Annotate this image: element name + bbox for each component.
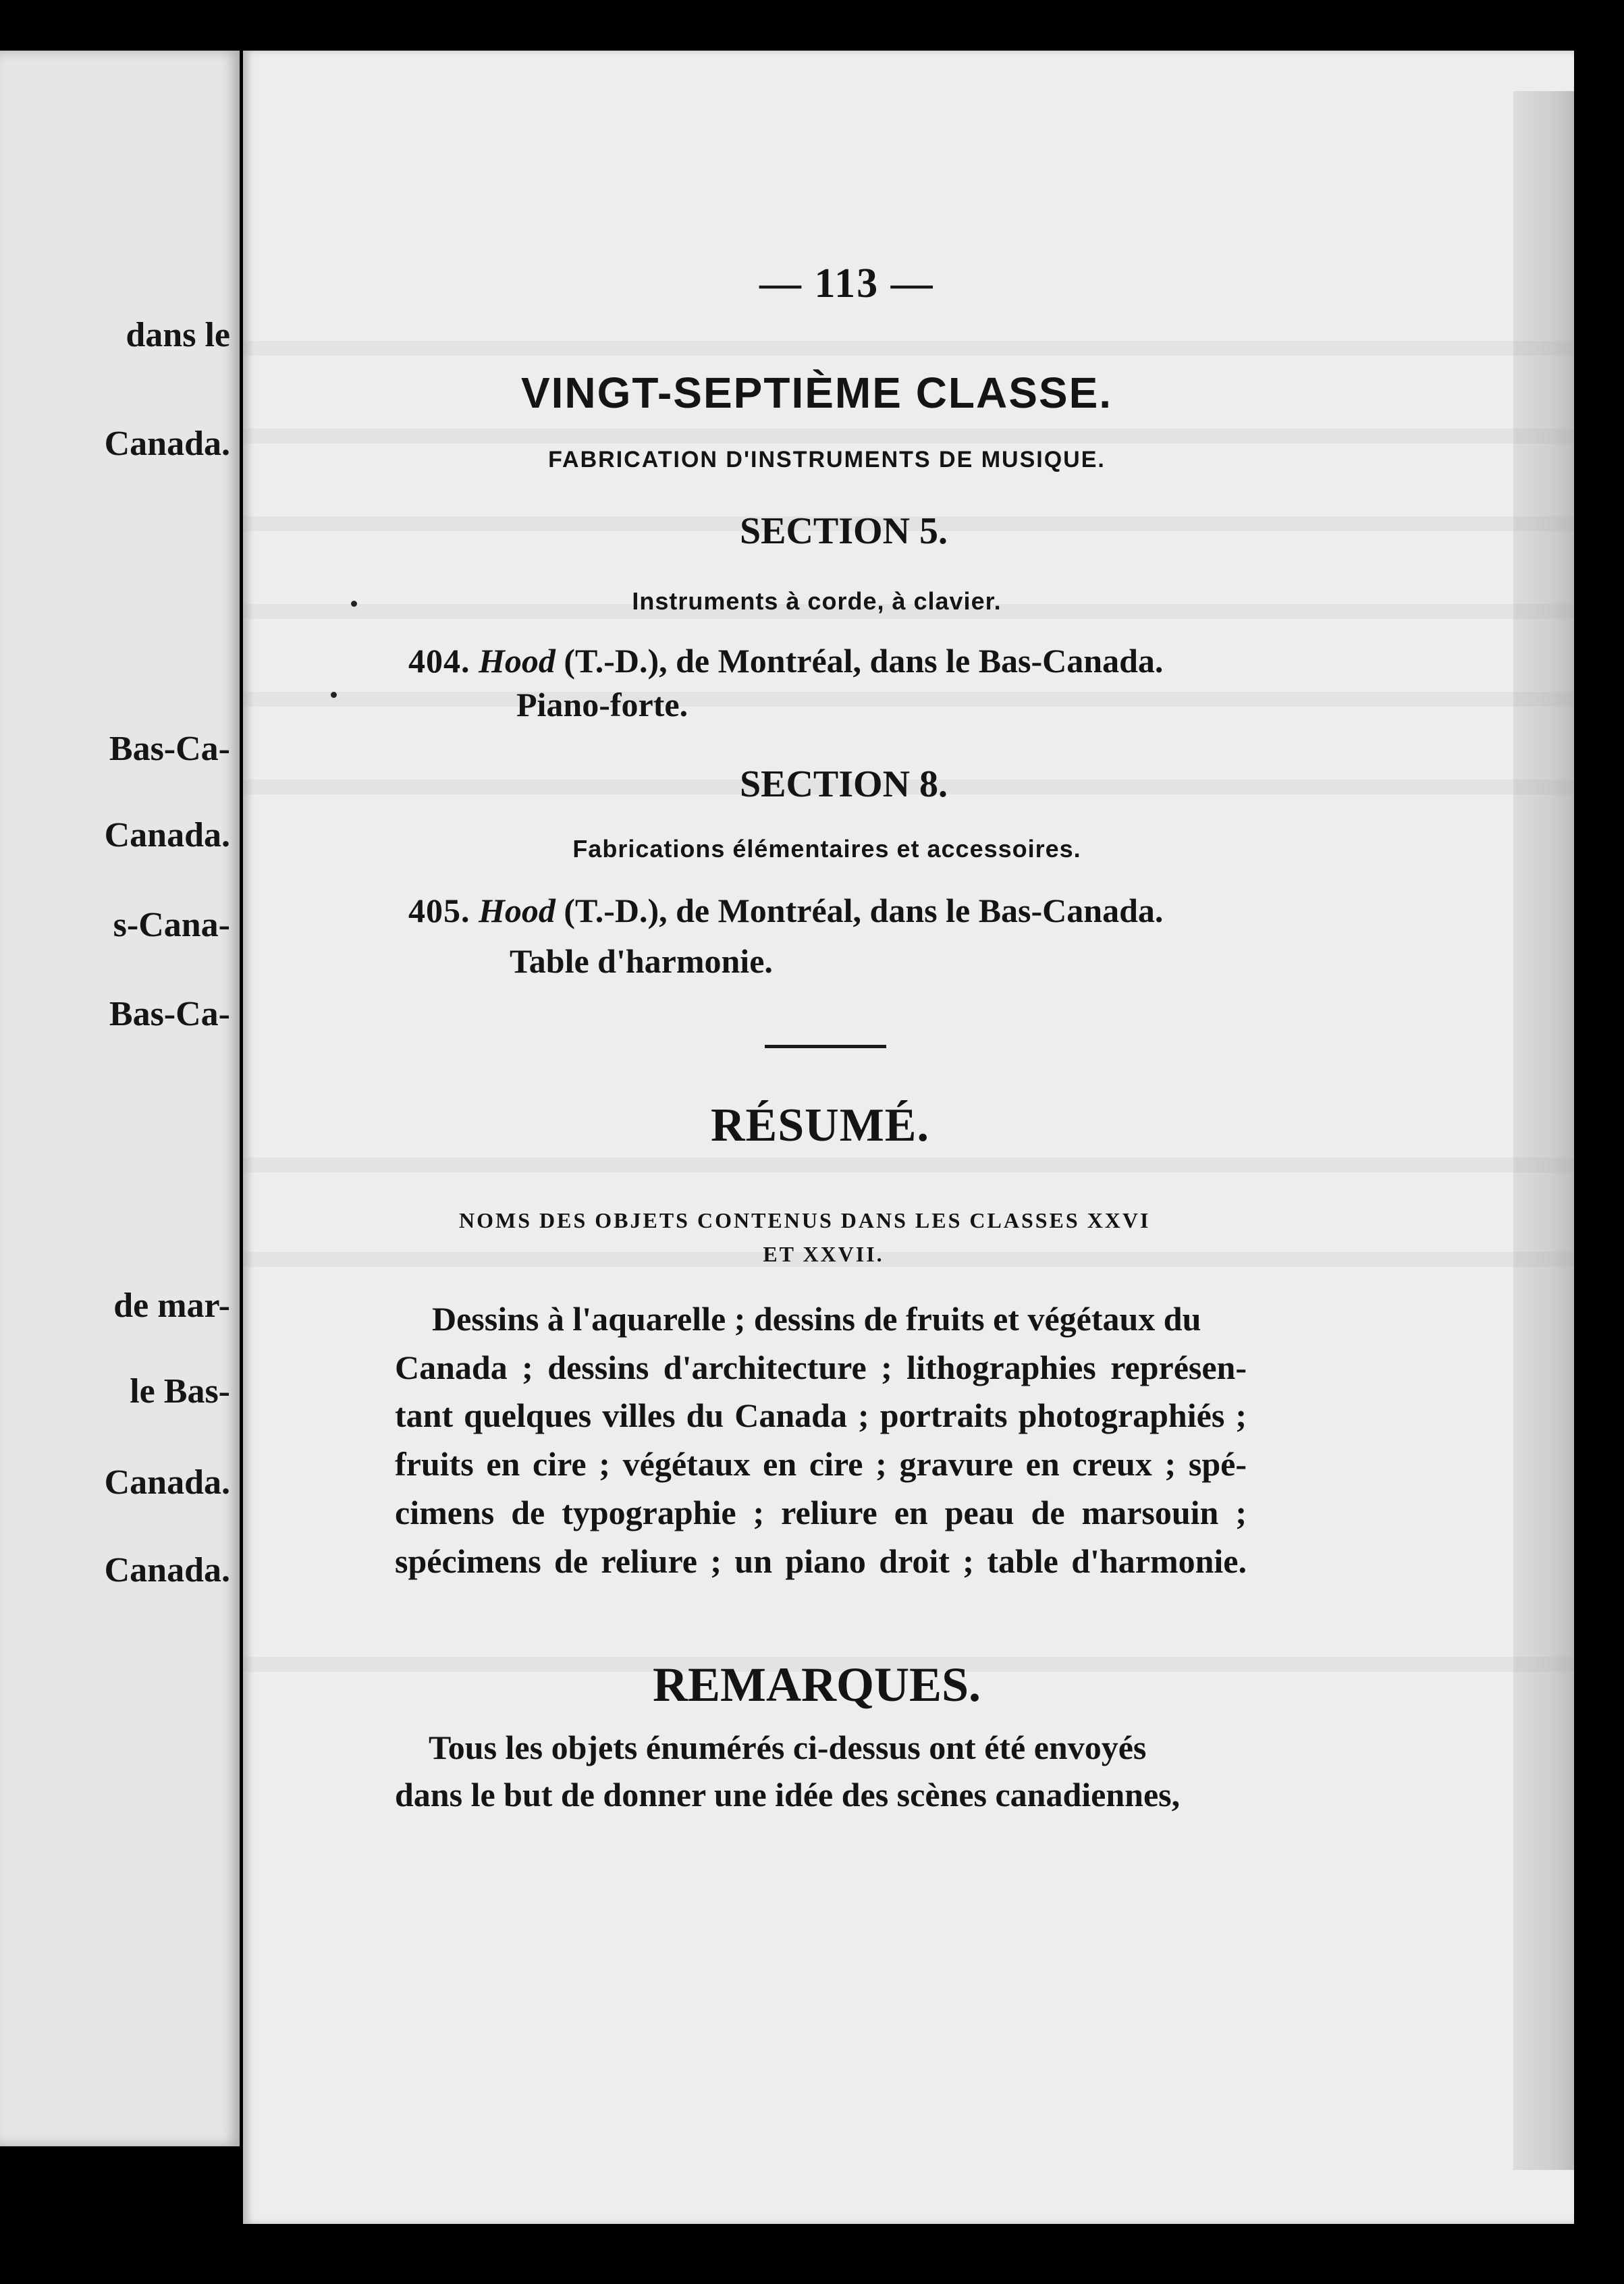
exhibitor-name: Hood — [479, 892, 556, 929]
page-edge — [1513, 91, 1574, 2170]
entry-number: 405. — [408, 892, 470, 929]
resume-text-line: Dessins à l'aquarelle ; dessins de fruits et végétaux du — [432, 1300, 1201, 1338]
entry-item: Piano-forte. — [516, 686, 688, 724]
left-page-fragment: le Bas- — [130, 1372, 230, 1411]
class-subtitle: FABRICATION D'INSTRUMENTS DE MUSIQUE. — [548, 447, 1106, 472]
left-page-fragment: Bas-Ca- — [109, 730, 230, 768]
remarques-text-line: dans le but de donner une idée des scènes canadiennes, — [395, 1776, 1181, 1814]
exhibitor-location: (T.-D.), de Montréal, dans le Bas-Canada. — [564, 642, 1164, 680]
left-page-fragment: Bas-Ca- — [109, 995, 230, 1033]
catalog-entry — [408, 891, 1259, 930]
class-title: VINGT-SEPTIÈME CLASSE. — [520, 369, 1113, 417]
exhibitor-location: (T.-D.), de Montréal, dans le Bas-Canada. — [564, 892, 1164, 929]
resume-noms-line: ET XXVII. — [763, 1242, 884, 1266]
catalog-entry — [408, 641, 1259, 680]
entry-number: 404. — [408, 642, 470, 680]
section-subheading: Instruments à corde, à clavier. — [632, 587, 1002, 615]
resume-text-line: Canada ; dessins d'architecture ; lithographies représen- — [395, 1349, 1247, 1386]
print-speck — [351, 601, 357, 607]
entry-item: Table d'harmonie. — [510, 942, 773, 980]
left-page-fragment: Canada. — [104, 425, 230, 463]
left-page-fragment: de mar- — [113, 1286, 230, 1325]
section-divider — [765, 1045, 886, 1048]
resume-text-line: fruits en cire ; végétaux en cire ; gravure en creux ; spé- — [395, 1445, 1247, 1483]
section-heading: SECTION 5. — [739, 510, 948, 552]
bleed-through-line — [243, 341, 1574, 356]
remarques-title: REMARQUES. — [652, 1658, 981, 1712]
left-page-fragment: Canada. — [104, 1551, 230, 1589]
exhibitor-name: Hood — [479, 642, 556, 680]
section-subheading: Fabrications élémentaires et accessoires. — [572, 835, 1081, 863]
resume-text-line: cimens de typographie ; reliure en peau de marsouin ; — [395, 1494, 1247, 1531]
left-page-fragment: Canada. — [104, 816, 230, 854]
section-heading: SECTION 8. — [739, 763, 948, 805]
bleed-through-line — [243, 429, 1574, 443]
resume-noms-line: NOMS DES OBJETS CONTENUS DANS LES CLASSES XXVI — [459, 1208, 1151, 1232]
resume-text-line: tant quelques villes du Canada ; portraits photographiés ; — [395, 1396, 1247, 1434]
left-page-fragment: Canada. — [104, 1463, 230, 1502]
left-page-fragment: s-Cana- — [113, 906, 230, 944]
page-number: — 113 — — [759, 261, 934, 306]
bleed-through-line — [243, 1158, 1574, 1172]
resume-text-line: spécimens de reliure ; un piano droit ; table d'harmonie. — [395, 1542, 1247, 1580]
resume-title: RÉSUMÉ. — [711, 1099, 929, 1151]
remarques-text-line: Tous les objets énumérés ci-dessus ont été envoyés — [429, 1729, 1147, 1766]
left-page-fragment: dans le — [126, 316, 230, 354]
left-page — [0, 51, 240, 2146]
print-speck — [331, 692, 337, 698]
